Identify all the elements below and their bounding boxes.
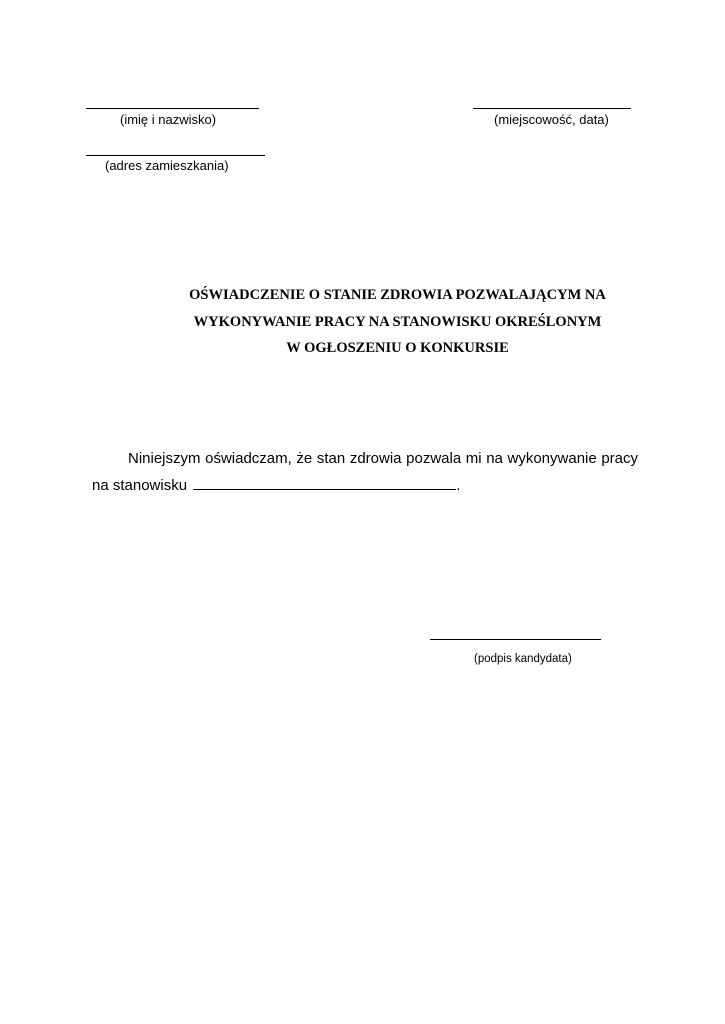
address-caption: (adres zamieszkania) (105, 158, 229, 173)
name-caption: (imię i nazwisko) (120, 112, 217, 127)
document-title-line-3: W OGŁOSZENIU O KONKURSIE (286, 340, 509, 356)
statement-line-2 (92, 476, 460, 495)
statement-line-1: Niniejszym oświadczam, że stan zdrowia pozwala mi na wykonywanie pracy (128, 450, 638, 467)
place-date-blank-line[interactable] (473, 108, 631, 109)
name-blank-line[interactable] (86, 108, 259, 109)
statement-period: . (456, 477, 461, 494)
document-title-line-1: OŚWIADCZENIE O STANIE ZDROWIA POZWALAJĄCYM NA (189, 287, 606, 303)
place-date-caption: (miejscowość, data) (494, 112, 609, 127)
signature-blank-line[interactable] (430, 639, 601, 640)
statement-position-label: na stanowisku (92, 477, 188, 494)
signature-caption: (podpis kandydata) (474, 653, 572, 665)
position-blank-line[interactable] (193, 476, 456, 490)
address-blank-line[interactable] (86, 155, 265, 156)
document-title-line-2: WYKONYWANIE PRACY NA STANOWISKU OKREŚLONYM (193, 314, 602, 330)
